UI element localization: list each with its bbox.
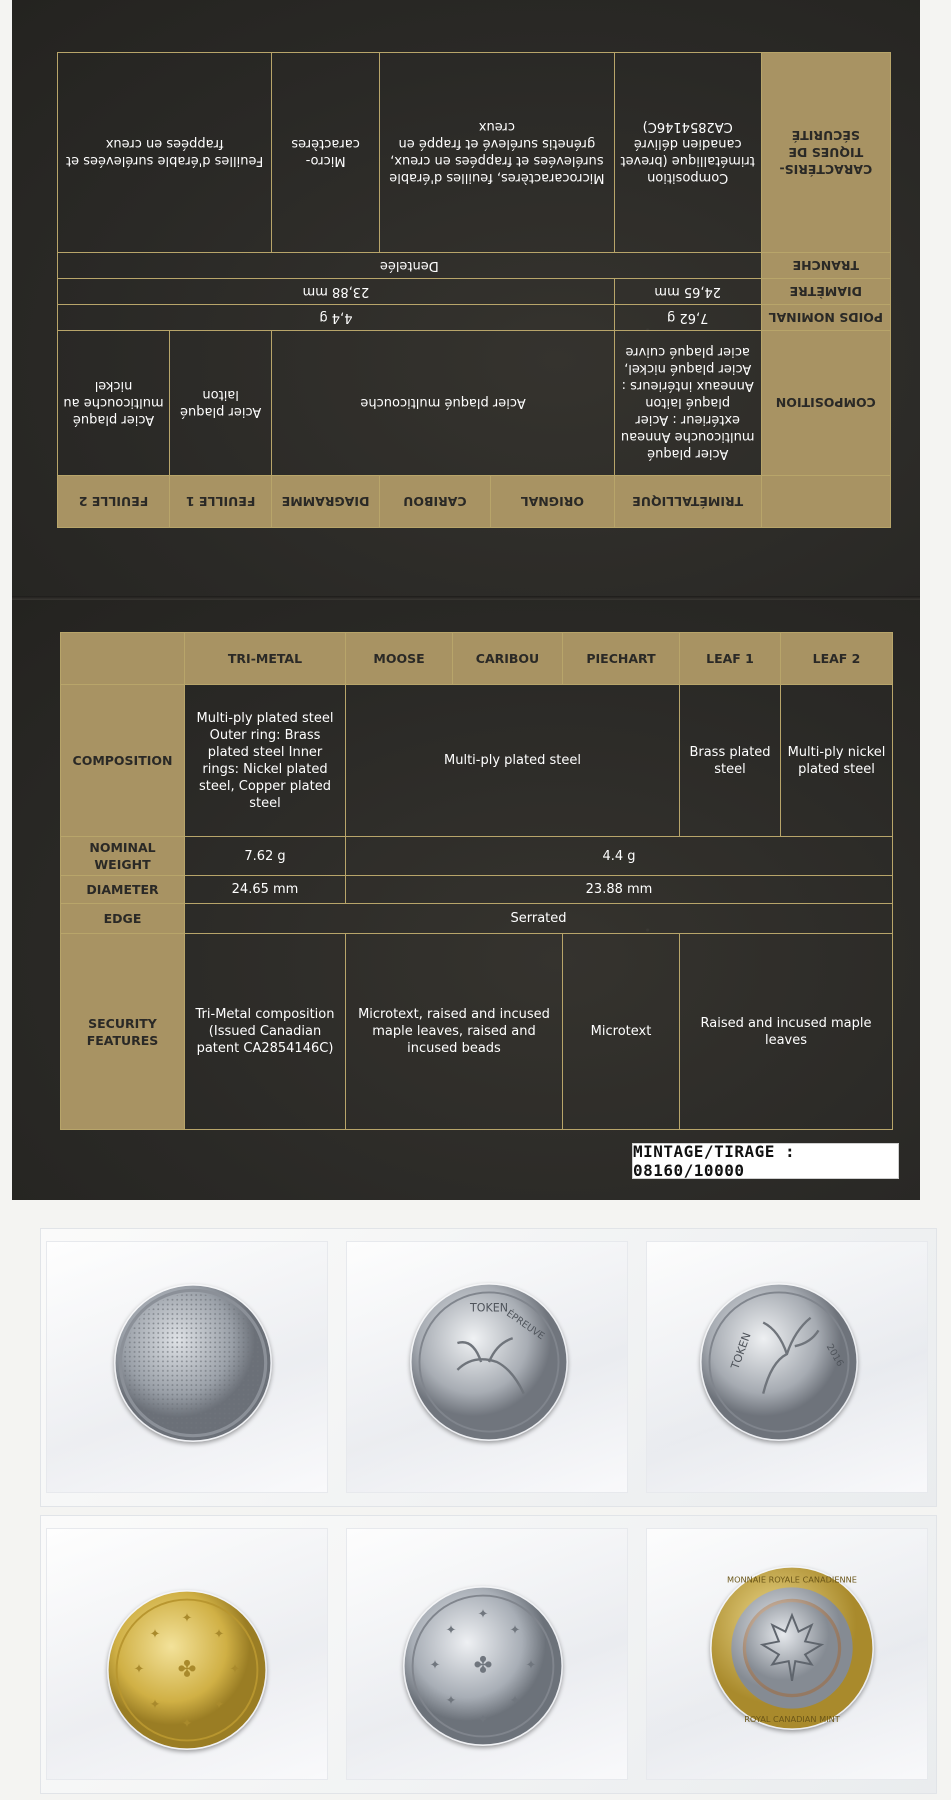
moose-coin	[410, 1283, 568, 1441]
row-label-security: CARACTÉRIS-TIQUES DE SÉCURITÉ	[761, 53, 890, 253]
piechart-coin	[114, 1284, 272, 1442]
header-piechart: DIAGRAMME	[272, 476, 380, 528]
svg-text:✤: ✤	[473, 1652, 493, 1679]
cell-security-moose-caribou: Microtext, raised and incused maple leaves, raised and incused beads	[346, 934, 563, 1130]
leaf1-brass-coin	[107, 1590, 267, 1750]
svg-text:✦: ✦	[477, 1712, 489, 1728]
cell-diameter-others: 23,88 mm	[58, 279, 615, 305]
cell-composition-multi: Acier plaqué multicouche	[272, 331, 615, 476]
caribou-coin	[700, 1283, 858, 1441]
header-leaf1: FEUILLE 1	[170, 476, 272, 528]
trimetal-coin	[710, 1566, 874, 1730]
header-caribou: CARIBOU	[453, 633, 563, 685]
cell-security-moose-caribou: Microcaractères, feuilles d'érable surélevées et frappées en creux, grénetis surélevé et frappé en creux	[379, 53, 614, 253]
cell-security-trimetal: Tri-Metal composition (Issued Canadian patent CA2854146C)	[185, 934, 346, 1130]
row-label-diameter: DIAMÈTRE	[761, 279, 890, 305]
header-moose: ORIGNAL	[490, 476, 614, 528]
row-label-security: SECURITY FEATURES	[61, 934, 185, 1130]
svg-text:✦: ✦	[181, 1611, 193, 1626]
spec-card-french-panel	[12, 0, 920, 600]
cell-composition-leaf2: Acier plaqué multicouche au nickel	[58, 331, 170, 476]
cell-composition-leaf1: Brass plated steel	[680, 685, 781, 837]
cell-diameter-trimetal: 24,65 mm	[614, 279, 761, 305]
svg-text:✦: ✦	[149, 1627, 161, 1642]
row-label-weight: NOMINAL WEIGHT	[61, 837, 185, 876]
cell-weight-others: 4.4 g	[346, 837, 893, 876]
trimetal-coin-legend-bottom: ROYAL CANADIAN MINT	[744, 1713, 840, 1724]
row-label-edge: TRANCHE	[761, 253, 890, 279]
leaf2-nickel-coin	[403, 1586, 563, 1746]
svg-text:✦: ✦	[429, 1658, 441, 1674]
svg-text:✦: ✦	[525, 1658, 537, 1674]
row-label-diameter: DIAMETER	[61, 876, 185, 904]
row-label-edge: EDGE	[61, 904, 185, 934]
cell-security-leaves: Feuilles d'érable surélevées et frappées en creux	[58, 53, 272, 253]
header-caribou: CARIBOU	[379, 476, 490, 528]
cell-composition-leaf1: Acier plaqué laiton	[170, 331, 272, 476]
cell-diameter-trimetal: 24.65 mm	[185, 876, 346, 904]
header-piechart: PIECHART	[563, 633, 680, 685]
cell-security-diagram: Micro-caractères	[272, 53, 380, 253]
svg-text:✦: ✦	[181, 1716, 193, 1732]
cell-weight-trimetal: 7,62 g	[614, 305, 761, 331]
header-moose: MOOSE	[346, 633, 453, 685]
cell-diameter-others: 23.88 mm	[346, 876, 893, 904]
svg-text:✦: ✦	[477, 1607, 489, 1622]
svg-text:✦: ✦	[445, 1693, 457, 1709]
header-trimetal: TRIMÉTALLIQUE	[614, 476, 761, 528]
caribou-coin-text: TOKEN	[728, 1330, 754, 1371]
svg-text:✦: ✦	[509, 1693, 521, 1709]
svg-text:✦: ✦	[213, 1627, 225, 1642]
svg-text:✦: ✦	[509, 1623, 521, 1638]
cell-composition-multi: Multi-ply plated steel	[346, 685, 680, 837]
cell-security-diagram: Microtext	[563, 934, 680, 1130]
trimetal-coin-legend-top: MONNAIE ROYALE CANADIENNE	[727, 1574, 857, 1585]
header-corner	[61, 633, 185, 685]
row-label-weight: POIDS NOMINAL	[761, 305, 890, 331]
cell-weight-trimetal: 7.62 g	[185, 837, 346, 876]
header-leaf2: FEUILLE 2	[58, 476, 170, 528]
cell-weight-others: 4,4 g	[58, 305, 615, 331]
mintage-label: MINTAGE/TIRAGE : 08160/10000	[632, 1143, 899, 1179]
header-leaf1: LEAF 1	[680, 633, 781, 685]
spec-table-english	[60, 632, 893, 1130]
svg-text:✦: ✦	[213, 1697, 225, 1713]
moose-coin-text: TOKEN	[470, 1301, 508, 1315]
spec-table-french	[57, 52, 891, 528]
cell-composition-trimetal: Multi-ply plated steel Outer ring: Brass plated steel Inner rings: Nickel plated steel, Copper plated steel	[185, 685, 346, 837]
cell-composition-trimetal: Acier plaqué multicouche Anneau extérieur : Acier plaqué laiton Anneaux intérieurs : Acier plaqué nickel, acier plaqué cuivre	[614, 331, 761, 476]
svg-text:✦: ✦	[133, 1662, 145, 1678]
header-leaf2: LEAF 2	[781, 633, 893, 685]
cell-edge: Serrated	[185, 904, 893, 934]
header-trimetal: TRI-METAL	[185, 633, 346, 685]
svg-text:✤: ✤	[177, 1656, 197, 1683]
cell-security-leaves: Raised and incused maple leaves	[680, 934, 893, 1130]
moose-coin-text-right: ÉPREUVE	[504, 1308, 547, 1343]
row-label-composition: COMPOSITION	[761, 331, 890, 476]
svg-text:✦: ✦	[445, 1623, 457, 1638]
row-label-composition: COMPOSITION	[61, 685, 185, 837]
caribou-coin-year: 2016	[823, 1342, 846, 1369]
svg-text:✦: ✦	[149, 1697, 161, 1713]
svg-text:✦: ✦	[229, 1662, 241, 1678]
cell-composition-leaf2: Multi-ply nickel plated steel	[781, 685, 893, 837]
header-corner	[761, 476, 890, 528]
cell-security-trimetal: Composition trimétallique (brevet canadien délivré CA2854146C)	[614, 53, 761, 253]
cell-edge: Dentelée	[58, 253, 762, 279]
